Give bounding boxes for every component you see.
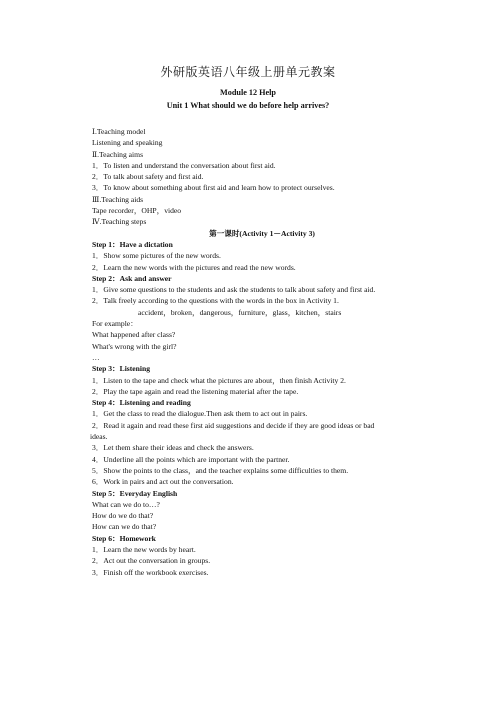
step-heading: Step 2：Ask and answer (92, 273, 172, 283)
text-line: What's wrong with the girl? (92, 341, 177, 351)
text-line: 4．Underline all the points which are important with the partner. (92, 454, 290, 464)
text-line: For example： (92, 319, 138, 329)
step-heading: Step 3：Listening (92, 364, 151, 374)
text-line: Ⅲ.Teaching aids (92, 194, 144, 204)
text-line: 1．To listen and understand the conversation about first aid. (92, 160, 276, 170)
text-line: 2．Play the tape again and read the listening material after the tape. (92, 386, 299, 396)
text-line: 3．Finish off the workbook exercises. (92, 567, 209, 577)
step-heading: Step 6：Homework (92, 533, 156, 543)
text-line: accident，broken，dangerous，furniture，glass，kitchen，stairs (138, 307, 342, 317)
text-line: 5．Show the points to the class，and the teacher explains some difficulties to them. (92, 465, 349, 475)
text-line: What happened after class? (92, 330, 176, 340)
text-line: 3．Let them share their ideas and check the answers. (92, 443, 254, 453)
text-line: 2．Learn the new words with the pictures and read the new words. (92, 262, 296, 272)
text-line: Ⅳ.Teaching steps (92, 217, 147, 227)
step-heading: Step 1：Have a dictation (92, 239, 173, 249)
text-line: 1．Listen to the tape and check what the pictures are about，then finish Activity 2. (92, 375, 346, 385)
text-line: 6．Work in pairs and act out the conversation. (92, 477, 234, 487)
text-line: 1．Get the class to read the dialogue.Then ask them to act out in pairs. (92, 409, 308, 419)
unit-heading: Unit 1 What should we do before help arrives? (166, 101, 330, 110)
text-line: Tape recorder，OHP，video (92, 206, 182, 216)
document-title: 外研版英语八年级上册单元教案 (160, 65, 336, 79)
text-line: 1．Show some pictures of the new words. (92, 251, 221, 261)
text-line: 2．Read it again and read these first aid suggestions and decide if they are good ideas or bad (92, 420, 375, 430)
text-line: 1．Give some questions to the students and ask the students to talk about safety and first aid. (92, 285, 376, 295)
text-line: 1．Learn the new words by heart. (92, 544, 196, 554)
text-line: 2．To talk about safety and first aid. (92, 172, 204, 182)
text-line: ideas. (90, 432, 108, 442)
text-line: Ⅰ.Teaching model (92, 127, 146, 136)
text-line: 2．Talk freely according to the questions with the words in the box in Activity 1. (92, 296, 339, 306)
step-heading: 第一课时(Activity 1－Activity 3) (209, 228, 315, 238)
text-line: 2．Act out the conversation in groups. (92, 556, 211, 566)
lesson-plan-body (92, 126, 432, 578)
module-heading: Module 12 Help (220, 88, 276, 97)
text-line: Ⅱ.Teaching aims (92, 149, 144, 159)
text-line: What can we do to…? (92, 499, 160, 509)
text-line: How do we do that? (92, 511, 154, 521)
text-line: How can we do that? (92, 522, 157, 532)
text-line: … (92, 352, 100, 362)
text-line: Listening and speaking (92, 138, 163, 148)
step-heading: Step 4：Listening and reading (92, 398, 191, 408)
text-line: 3．To know about something about first aid and learn how to protect ourselves. (92, 183, 335, 193)
step-heading: Step 5：Everyday English (92, 488, 178, 498)
